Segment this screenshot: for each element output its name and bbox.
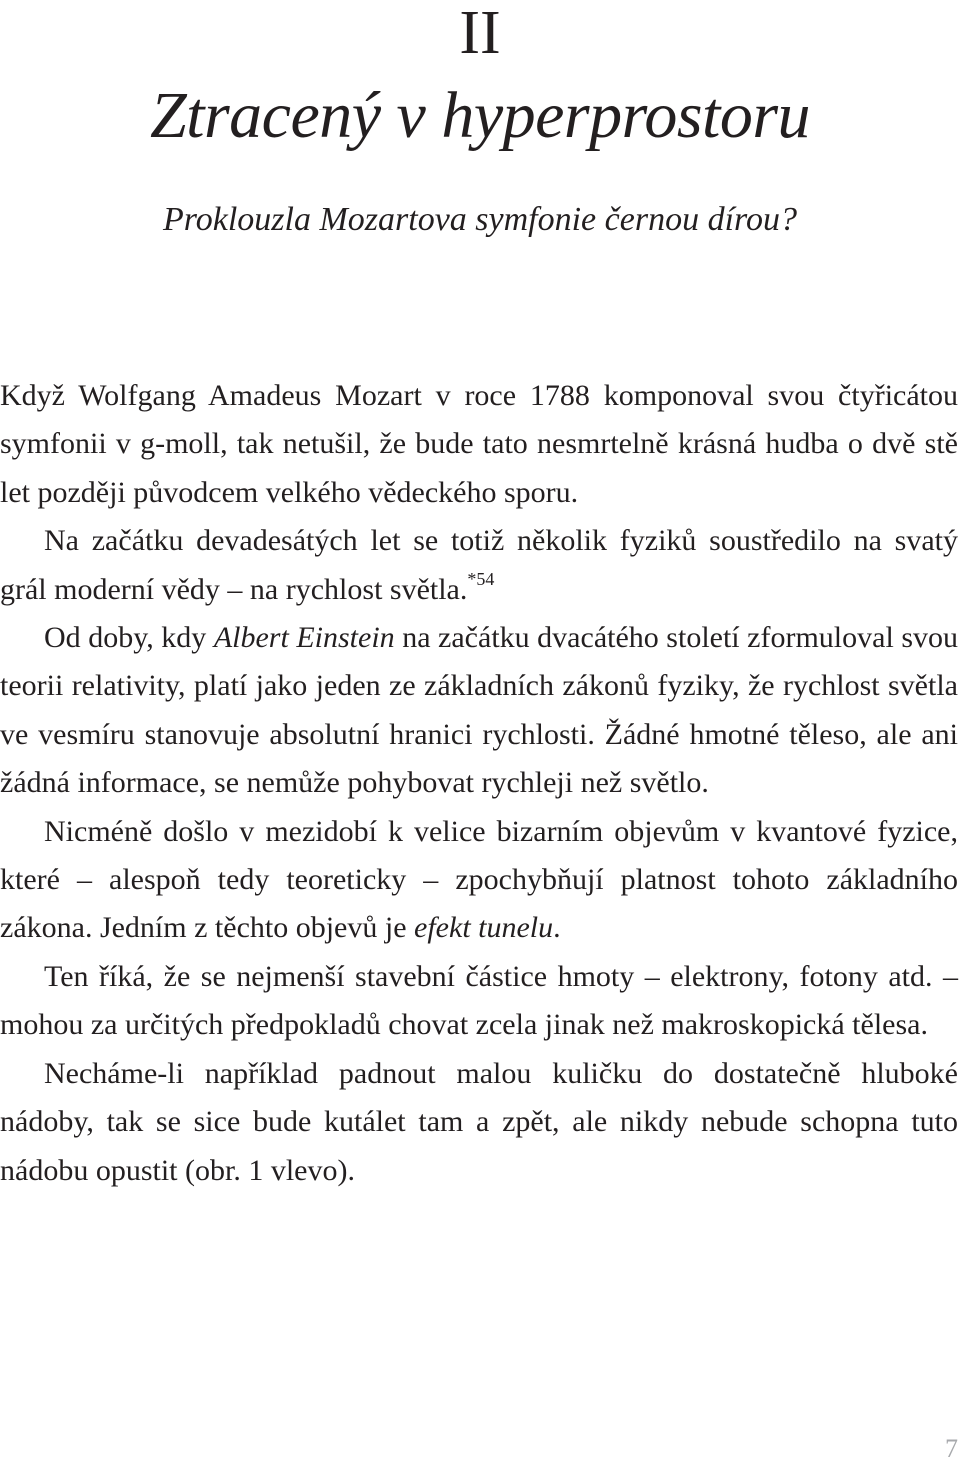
chapter-title: Ztracený v hyperprostoru <box>149 79 811 152</box>
paragraph-4-text-a: Nicméně došlo v mezidobí k velice bizarním objevům v kvantové fyzice, které – alespoň tedy teoreticky – zpochybňují platnost tohoto základního zákona. Jedním z těchto objevů je <box>0 814 958 945</box>
emphasis-albert-einstein: Albert Einstein <box>213 621 395 655</box>
page-number: 7 <box>945 1434 958 1463</box>
paragraph-3 <box>0 614 958 808</box>
paragraph-3-text-b: na začátku dvacátého století zformuloval svou teorii relativity, platí jako jeden ze základních zákonů fyziky, že rychlost světla ve vesmíru stanovuje absolutní hranici rychlosti. Žádné hmotné těleso, ale ani žádná informace, se nemůže pohybovat rychleji než světlo. <box>0 621 958 800</box>
paragraph-2 <box>0 517 958 614</box>
paragraph-3-text-a: Od doby, kdy <box>44 621 214 655</box>
paragraph-4-text-b: . <box>553 911 561 945</box>
footnote-marker: *54 <box>467 568 495 589</box>
body-text <box>0 372 958 1195</box>
paragraph-4 <box>0 808 958 953</box>
chapter-number: II <box>459 0 501 67</box>
paragraph-2-text: Na začátku devadesátých let se totiž několik fyziků soustředilo na svatý grál moderní vědy – na rychlost světla. <box>0 524 958 606</box>
paragraph-5: Ten říká, že se nejmenší stavební částice hmoty – elektrony, fotony atd. – mohou za určitých předpokladů chovat zcela jinak než makroskopická tělesa. <box>0 959 958 1042</box>
paragraph-1: Když Wolfgang Amadeus Mozart v roce 1788 komponoval svou čtyřicátou symfonii v g-moll, tak netušil, že bude tato nesmrtelně krásná hudba o dvě stě let později původcem velkého vědeckého sporu. <box>0 379 958 509</box>
emphasis-efekt-tunelu: efekt tunelu <box>414 911 554 945</box>
paragraph-6: Necháme-li například padnout malou kuličku do dostatečně hluboké nádoby, tak se sice bude kutálet tam a zpět, ale nikdy nebude schopna tuto nádobu opustit (obr. 1 vlevo). <box>0 1056 958 1187</box>
chapter-subtitle: Proklouzla Mozartova symfonie černou dírou? <box>163 201 797 238</box>
